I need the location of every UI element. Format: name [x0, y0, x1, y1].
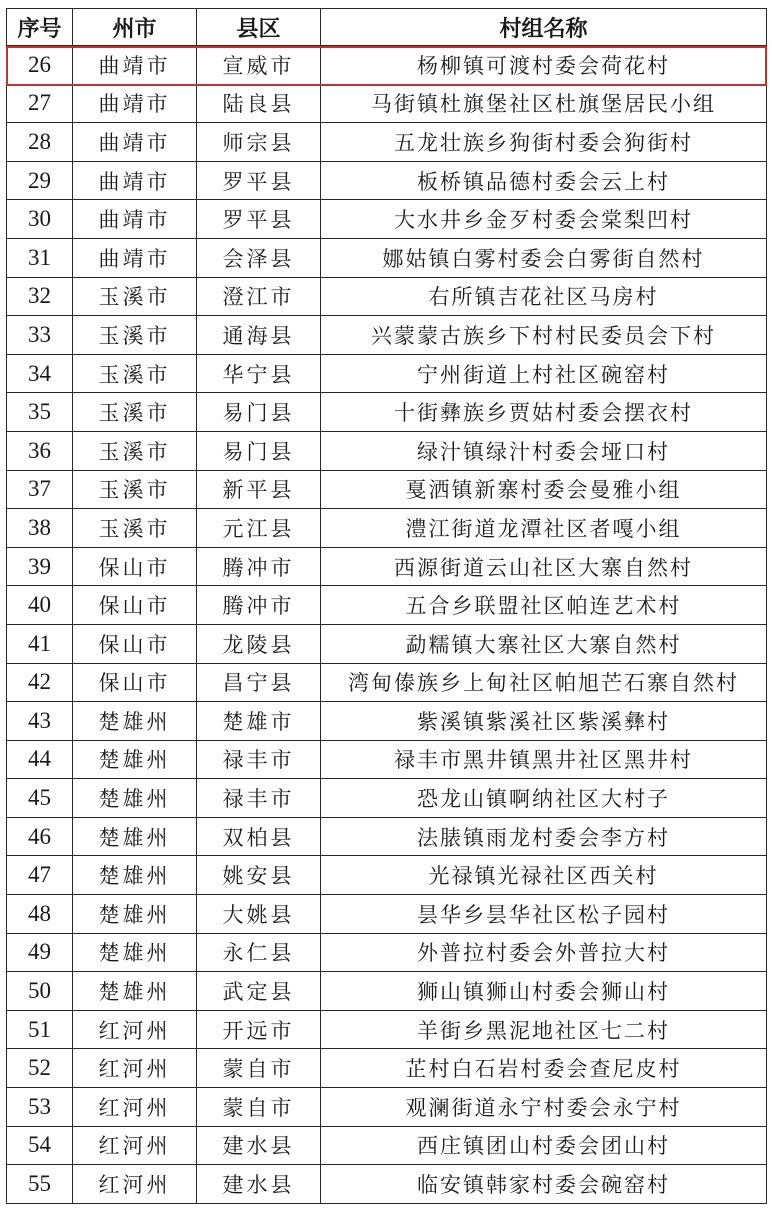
city-cell: 红河州	[73, 1049, 197, 1088]
county-cell: 禄丰市	[197, 779, 321, 818]
village-name-cell: 娜姑镇白雾村委会白雾街自然村	[321, 238, 767, 277]
city-cell: 楚雄州	[73, 895, 197, 934]
city-cell: 红河州	[73, 1010, 197, 1049]
county-cell: 易门县	[197, 393, 321, 432]
village-name-cell: 右所镇吉花社区马房村	[321, 277, 767, 316]
city-cell: 玉溪市	[73, 431, 197, 470]
row-number-cell: 37	[7, 470, 73, 509]
county-cell: 禄丰市	[197, 740, 321, 779]
row-number-cell: 31	[7, 238, 73, 277]
county-cell: 陆良县	[197, 84, 321, 123]
city-cell: 楚雄州	[73, 817, 197, 856]
table-body	[7, 46, 767, 1204]
row-number-cell: 45	[7, 779, 73, 818]
table-row	[7, 509, 767, 548]
city-cell: 玉溪市	[73, 277, 197, 316]
table-header	[7, 9, 767, 46]
row-number-cell: 33	[7, 316, 73, 355]
table-row	[7, 895, 767, 934]
village-name-cell: 宁州街道上村社区碗窑村	[321, 354, 767, 393]
city-cell: 曲靖市	[73, 123, 197, 162]
city-cell: 曲靖市	[73, 161, 197, 200]
village-name-cell: 西庄镇团山村委会团山村	[321, 1126, 767, 1165]
county-cell: 蒙自市	[197, 1088, 321, 1127]
table-row	[7, 1088, 767, 1127]
row-number-cell: 48	[7, 895, 73, 934]
column-header-county: 县区	[197, 9, 321, 46]
village-name-cell: 恐龙山镇啊纳社区大村子	[321, 779, 767, 818]
county-cell: 武定县	[197, 972, 321, 1011]
row-number-cell: 30	[7, 200, 73, 239]
village-name-cell: 法脿镇雨龙村委会李方村	[321, 817, 767, 856]
county-cell: 澄江市	[197, 277, 321, 316]
county-cell: 通海县	[197, 316, 321, 355]
village-name-cell: 杨柳镇可渡村委会荷花村	[321, 46, 767, 85]
header-row	[7, 9, 767, 46]
row-number-cell: 28	[7, 123, 73, 162]
county-cell: 腾冲市	[197, 586, 321, 625]
village-name-cell: 马街镇杜旗堡社区杜旗堡居民小组	[321, 84, 767, 123]
city-cell: 曲靖市	[73, 84, 197, 123]
row-number-cell: 29	[7, 161, 73, 200]
village-name-cell: 板桥镇品德村委会云上村	[321, 161, 767, 200]
city-cell: 曲靖市	[73, 238, 197, 277]
row-number-cell: 38	[7, 509, 73, 548]
village-name-cell: 戛洒镇新寨村委会曼雅小组	[321, 470, 767, 509]
table-row	[7, 354, 767, 393]
village-name-cell: 兴蒙蒙古族乡下村村民委员会下村	[321, 316, 767, 355]
village-name-cell: 狮山镇狮山村委会狮山村	[321, 972, 767, 1011]
column-header-city: 州市	[73, 9, 197, 46]
table-row	[7, 200, 767, 239]
city-cell: 楚雄州	[73, 972, 197, 1011]
county-cell: 开远市	[197, 1010, 321, 1049]
table-row	[7, 46, 767, 85]
village-name-cell: 湾甸傣族乡上甸社区帕旭芒石寨自然村	[321, 663, 767, 702]
village-name-cell: 五合乡联盟社区帕连艺术村	[321, 586, 767, 625]
row-number-cell: 40	[7, 586, 73, 625]
row-number-cell: 39	[7, 547, 73, 586]
village-name-cell: 观澜街道永宁村委会永宁村	[321, 1088, 767, 1127]
table-row	[7, 779, 767, 818]
county-cell: 建水县	[197, 1165, 321, 1204]
county-cell: 罗平县	[197, 161, 321, 200]
row-number-cell: 49	[7, 933, 73, 972]
city-cell: 保山市	[73, 624, 197, 663]
county-cell: 元江县	[197, 509, 321, 548]
village-name-cell: 西源街道云山社区大寨自然村	[321, 547, 767, 586]
county-cell: 宣威市	[197, 46, 321, 85]
table-row	[7, 817, 767, 856]
city-cell: 玉溪市	[73, 509, 197, 548]
county-cell: 建水县	[197, 1126, 321, 1165]
county-cell: 楚雄市	[197, 702, 321, 741]
row-number-cell: 43	[7, 702, 73, 741]
county-cell: 昌宁县	[197, 663, 321, 702]
table-row	[7, 277, 767, 316]
row-number-cell: 50	[7, 972, 73, 1011]
row-number-cell: 55	[7, 1165, 73, 1204]
village-name-cell: 五龙壮族乡狗街村委会狗街村	[321, 123, 767, 162]
column-header-village: 村组名称	[321, 9, 767, 46]
city-cell: 曲靖市	[73, 46, 197, 85]
village-name-cell: 绿汁镇绿汁村委会垭口村	[321, 431, 767, 470]
table-row	[7, 431, 767, 470]
table-row	[7, 123, 767, 162]
county-cell: 易门县	[197, 431, 321, 470]
table-row	[7, 624, 767, 663]
city-cell: 楚雄州	[73, 740, 197, 779]
table-row	[7, 1049, 767, 1088]
table-row	[7, 1165, 767, 1204]
county-cell: 双柏县	[197, 817, 321, 856]
row-number-cell: 46	[7, 817, 73, 856]
city-cell: 玉溪市	[73, 316, 197, 355]
village-name-cell: 羊街乡黑泥地社区七二村	[321, 1010, 767, 1049]
table-row	[7, 972, 767, 1011]
table-row	[7, 933, 767, 972]
county-cell: 大姚县	[197, 895, 321, 934]
row-number-cell: 34	[7, 354, 73, 393]
table-row	[7, 316, 767, 355]
village-name-cell: 禄丰市黑井镇黑井社区黑井村	[321, 740, 767, 779]
row-number-cell: 51	[7, 1010, 73, 1049]
village-name-cell: 十街彝族乡贾姑村委会摆衣村	[321, 393, 767, 432]
row-number-cell: 35	[7, 393, 73, 432]
village-name-cell: 临安镇韩家村委会碗窑村	[321, 1165, 767, 1204]
row-number-cell: 32	[7, 277, 73, 316]
city-cell: 红河州	[73, 1126, 197, 1165]
row-number-cell: 52	[7, 1049, 73, 1088]
row-number-cell: 27	[7, 84, 73, 123]
row-number-cell: 47	[7, 856, 73, 895]
table-row	[7, 393, 767, 432]
city-cell: 楚雄州	[73, 702, 197, 741]
city-cell: 玉溪市	[73, 393, 197, 432]
table-row	[7, 740, 767, 779]
table-row	[7, 1010, 767, 1049]
city-cell: 楚雄州	[73, 856, 197, 895]
village-list-table-container	[6, 8, 766, 1204]
city-cell: 红河州	[73, 1088, 197, 1127]
county-cell: 师宗县	[197, 123, 321, 162]
city-cell: 保山市	[73, 547, 197, 586]
row-number-cell: 42	[7, 663, 73, 702]
village-name-cell: 昙华乡昙华社区松子园村	[321, 895, 767, 934]
row-number-cell: 53	[7, 1088, 73, 1127]
table-row	[7, 238, 767, 277]
city-cell: 楚雄州	[73, 779, 197, 818]
village-name-cell: 外普拉村委会外普拉大村	[321, 933, 767, 972]
city-cell: 曲靖市	[73, 200, 197, 239]
column-header-number: 序号	[7, 9, 73, 46]
city-cell: 楚雄州	[73, 933, 197, 972]
row-number-cell: 36	[7, 431, 73, 470]
county-cell: 罗平县	[197, 200, 321, 239]
village-name-cell: 芷村白石岩村委会查尼皮村	[321, 1049, 767, 1088]
table-row	[7, 663, 767, 702]
county-cell: 新平县	[197, 470, 321, 509]
village-name-cell: 光禄镇光禄社区西关村	[321, 856, 767, 895]
county-cell: 腾冲市	[197, 547, 321, 586]
row-number-cell: 41	[7, 624, 73, 663]
table-row	[7, 84, 767, 123]
village-name-cell: 大水井乡金歹村委会棠梨凹村	[321, 200, 767, 239]
county-cell: 蒙自市	[197, 1049, 321, 1088]
county-cell: 姚安县	[197, 856, 321, 895]
village-name-cell: 勐糯镇大寨社区大寨自然村	[321, 624, 767, 663]
city-cell: 保山市	[73, 663, 197, 702]
county-cell: 永仁县	[197, 933, 321, 972]
county-cell: 会泽县	[197, 238, 321, 277]
village-name-cell: 澧江街道龙潭社区者嘎小组	[321, 509, 767, 548]
table-row	[7, 470, 767, 509]
table-row	[7, 702, 767, 741]
table-row	[7, 161, 767, 200]
city-cell: 玉溪市	[73, 354, 197, 393]
table-row	[7, 586, 767, 625]
county-cell: 龙陵县	[197, 624, 321, 663]
row-number-cell: 26	[7, 46, 73, 85]
city-cell: 保山市	[73, 586, 197, 625]
city-cell: 玉溪市	[73, 470, 197, 509]
county-cell: 华宁县	[197, 354, 321, 393]
village-name-cell: 紫溪镇紫溪社区紫溪彝村	[321, 702, 767, 741]
table-row	[7, 856, 767, 895]
row-number-cell: 44	[7, 740, 73, 779]
city-cell: 红河州	[73, 1165, 197, 1204]
table-row	[7, 547, 767, 586]
row-number-cell: 54	[7, 1126, 73, 1165]
table-row	[7, 1126, 767, 1165]
village-list-table	[6, 8, 767, 1204]
